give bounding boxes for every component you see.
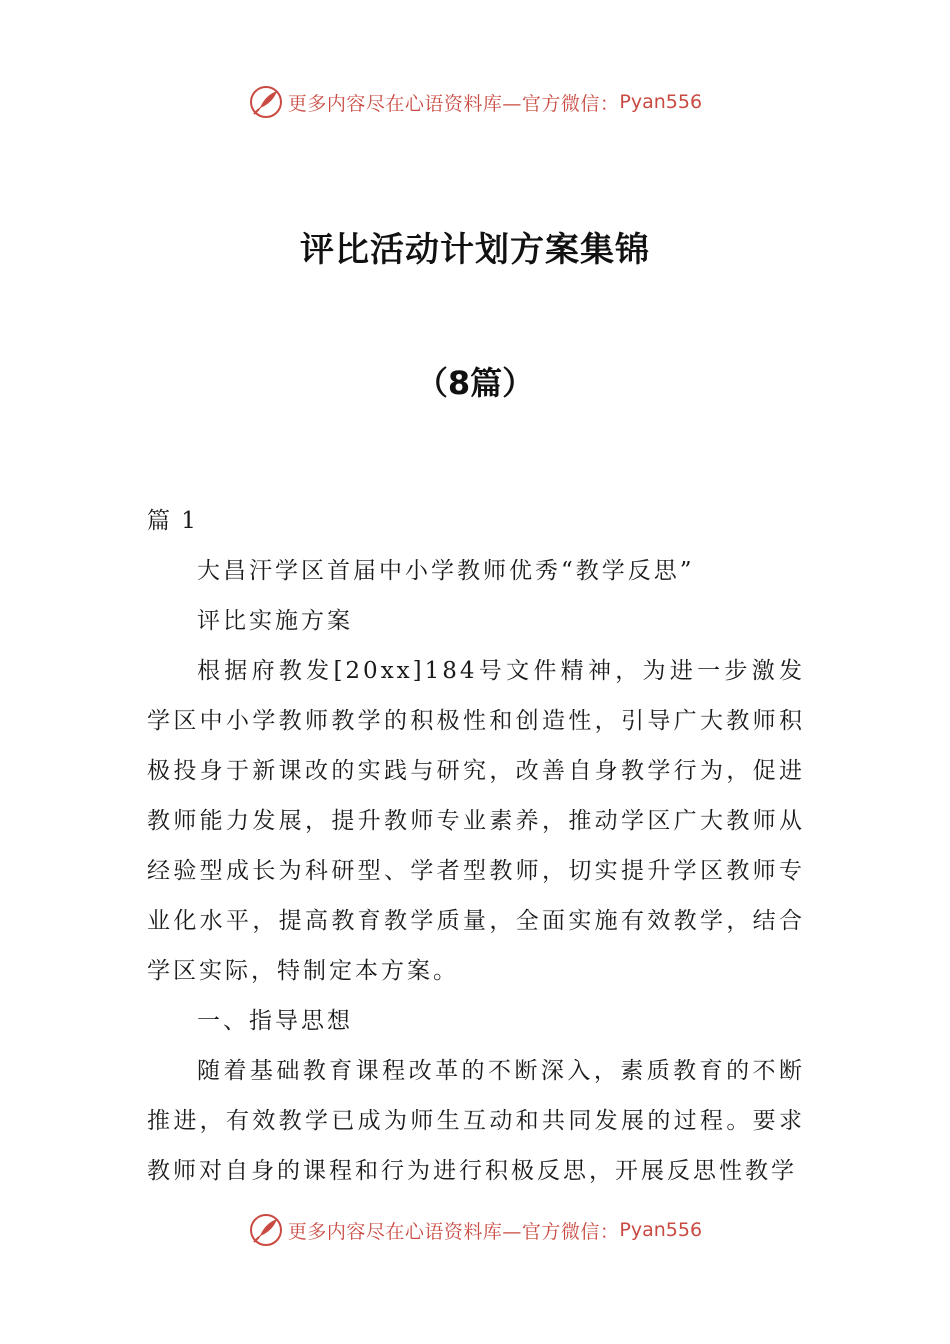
paragraph-heading-1: 大昌汗学区首届中小学教师优秀“教学反思” [197, 558, 695, 584]
feather-pen-icon [248, 84, 284, 120]
section-heading-guiding-thought: 一、指导思想 [197, 1008, 353, 1034]
watermark-text: 更多内容尽在心语资料库—官方微信： [287, 1220, 620, 1243]
watermark-text: 更多内容尽在心语资料库—官方微信： [287, 92, 620, 115]
watermark-banner-bottom [0, 1210, 950, 1250]
document-subtitle: （8篇） [415, 364, 535, 402]
watermark-banner-top [0, 82, 950, 122]
document-title: 评比活动计划方案集锦 [300, 230, 650, 270]
document-body [147, 496, 805, 1196]
paragraph-guiding-thought: 随着基础教育课程改革的不断深入，素质教育的不断推进，有效教学已成为师生互动和共同发展的过程。要求教师对自身的课程和行为进行积极反思，开展反思性教学 [147, 1058, 805, 1184]
paragraph-heading-2: 评比实施方案 [197, 608, 353, 634]
feather-pen-icon [248, 1212, 284, 1248]
paragraph-intro: 根据府教发[20xx]184号文件精神，为进一步激发学区中小学教师教学的积极性和创造性，引导广大教师积极投身于新课改的实践与研究，改善自身教学行为，促进教师能力发展，提升教师专业素养，推动学区广大教师从经验型成长为科研型、学者型教师，切实提升学区教师专业化水平，提高教育教学质量，全面实施有效教学，结合学区实际，特制定本方案。 [147, 658, 805, 984]
watermark-wechat-id: Pyan556 [619, 91, 703, 113]
section-label: 篇 1 [147, 508, 198, 534]
watermark-wechat-id: Pyan556 [619, 1219, 703, 1241]
